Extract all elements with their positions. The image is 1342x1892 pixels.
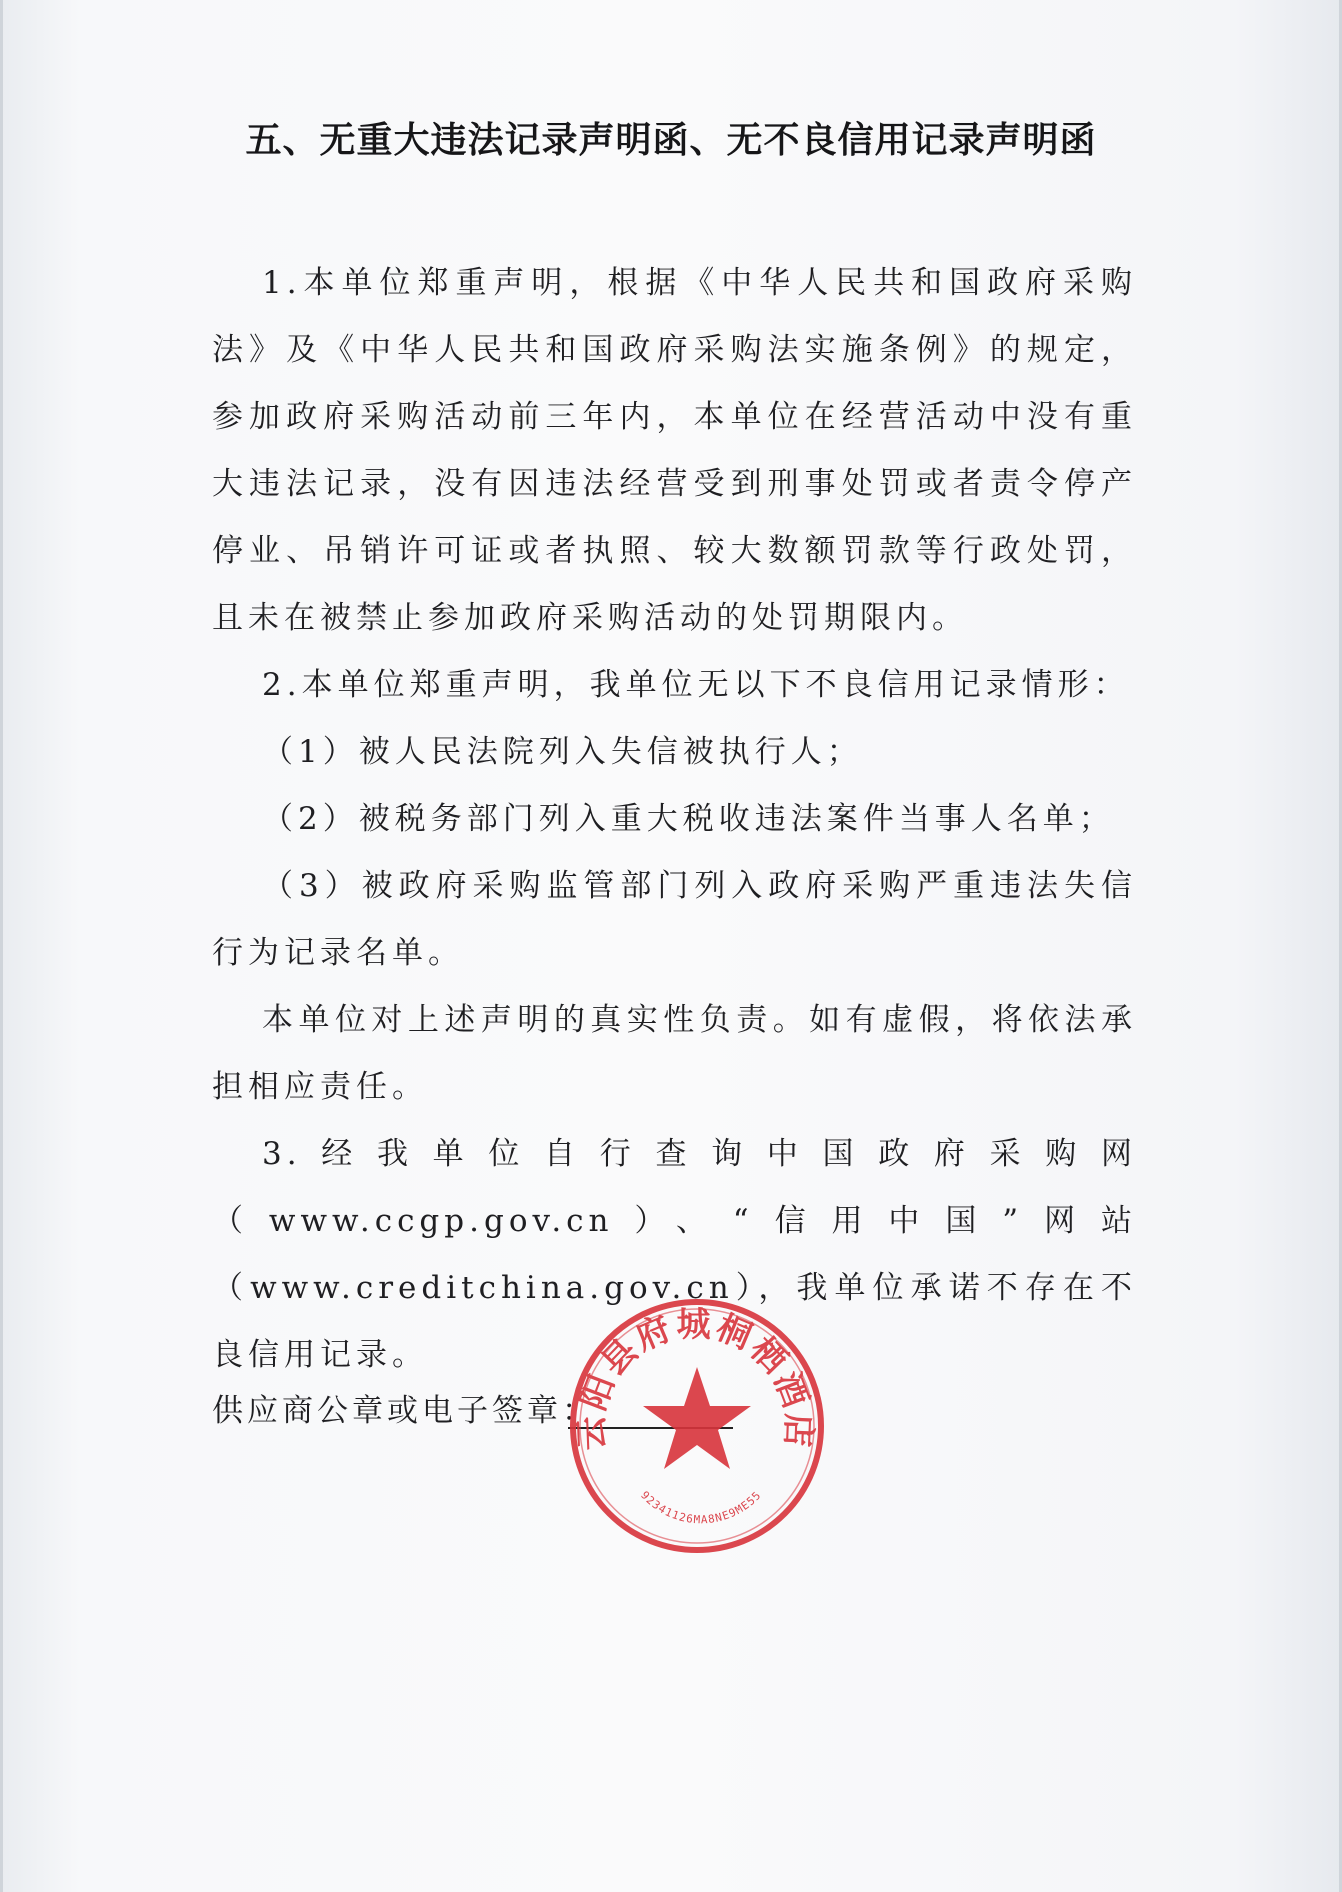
seal-star-icon bbox=[643, 1367, 751, 1469]
official-seal-icon bbox=[566, 1295, 828, 1557]
paragraph-1: 1.本单位郑重声明，根据《中华人民共和国政府采购法》及《中华人民共和国政府采购法实施条例》的规定，参加政府采购活动前三年内，本单位在经营活动中没有重大违法记录，没有因违法经营受到刑事处罚或者责令停产停业、吊销许可证或者执照、较大数额罚款等行政处罚，且未在被禁止参加政府采购活动的处罚期限内。 bbox=[212, 265, 1137, 636]
paragraph-responsibility: 本单位对上述声明的真实性负责。如有虚假，将依法承担相应责任。 bbox=[212, 1002, 1137, 1105]
page-edge-left bbox=[0, 0, 3, 1892]
paragraph-3: 3.经我单位自行查询中国政府采购网（www.ccgp.gov.cn）、“信用中国”网站（www.creditchina.gov.cn），我单位承诺不存在不良信用记录。 bbox=[212, 1136, 1137, 1373]
seal-name-text: 云阳县府城桐栖酒店 bbox=[571, 1304, 819, 1452]
list-item-3: （3）被政府采购监管部门列入政府采购严重违法失信行为记录名单。 bbox=[212, 868, 1137, 971]
list-item-2: （2）被税务部门列入重大税收违法案件当事人名单； bbox=[262, 801, 1115, 837]
list-item-1: （1）被人民法院列入失信被执行人； bbox=[262, 734, 863, 770]
document-body bbox=[212, 250, 1137, 1389]
paragraph-2: 2.本单位郑重声明，我单位无以下不良信用记录情形： bbox=[262, 667, 1130, 703]
document-title: 五、无重大违法记录声明函、无不良信用记录声明函 bbox=[245, 120, 1097, 161]
seal-code-text: 92341126MA8NE9ME55 bbox=[638, 1488, 764, 1527]
signature-label: 供应商公章或电子签章： bbox=[212, 1393, 597, 1429]
